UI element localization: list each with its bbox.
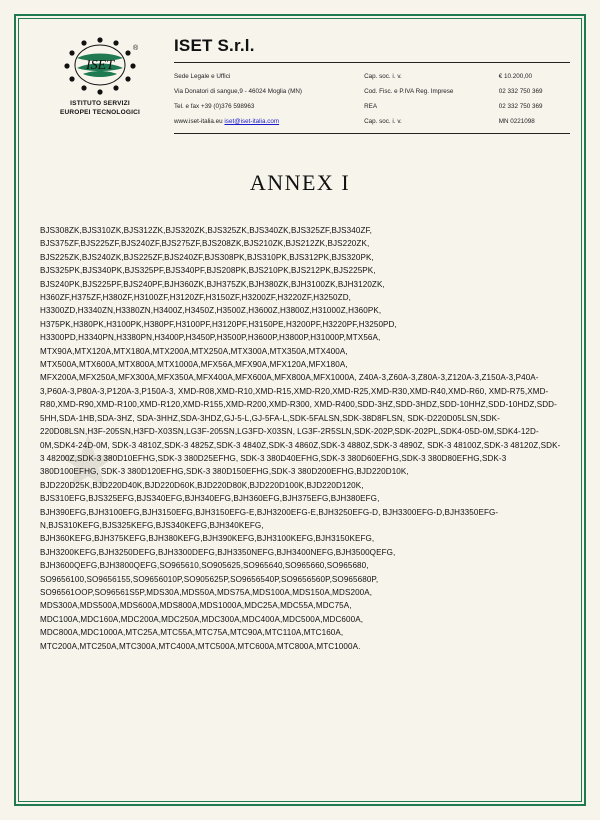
- company-block: [160, 34, 570, 134]
- info-capital-value: € 10.200,00: [498, 72, 532, 80]
- logo-caption: [40, 100, 160, 117]
- iset-globe-logo-icon: [57, 34, 143, 96]
- info-phone-value: Tel. e fax +39 (0)376 598963: [174, 102, 255, 110]
- info-website: www.iset-italia.eu: [174, 117, 225, 125]
- company-info-row: [174, 84, 570, 99]
- company-info-row: [174, 114, 570, 129]
- letterhead: [30, 28, 570, 134]
- info-legal-address-label: Sede Legale e Uffici: [174, 72, 231, 80]
- info-registry-label: Cap. soc. i. v.: [364, 117, 402, 125]
- logo-caption-line1: ISTITUTO SERVIZI: [70, 100, 130, 107]
- page-content: [30, 28, 570, 792]
- info-registry-value: MN 0221098: [498, 117, 535, 125]
- document-title: ANNEX I: [249, 170, 351, 195]
- company-info-row: [174, 99, 570, 114]
- company-name: ISET S.r.l.: [174, 36, 255, 55]
- company-info-table: [174, 69, 570, 129]
- svg-text:®: ®: [133, 45, 139, 52]
- info-vat-label: Cod. Fisc. e P.IVA Reg. Imprese: [364, 87, 454, 95]
- logo-caption-line2: EUROPEI TECNOLOGICI: [59, 108, 140, 116]
- header-divider-top: [174, 62, 570, 63]
- info-vat-value: 02 332 750 369: [498, 87, 543, 95]
- logo-block: [40, 34, 160, 117]
- company-info-row: [174, 69, 570, 84]
- info-capital-label: Cap. soc. i. v.: [364, 72, 402, 80]
- info-rea-label: REA: [364, 102, 378, 110]
- svg-text:ISET: ISET: [86, 58, 114, 73]
- info-email-link[interactable]: iset@iset-italia.com: [224, 117, 280, 125]
- info-address-value: Via Donatori di sangue,9 - 46024 Moglia (MN): [174, 87, 302, 95]
- header-divider-bottom: [174, 133, 570, 134]
- info-rea-value: 02 332 750 369: [498, 102, 543, 110]
- annex-product-code-list: BJS308ZK,BJS310ZK,BJS312ZK,BJS320ZK,BJS325ZK,BJS340ZK,BJS325ZF,BJS340ZF, BJS375ZF,BJS225ZF,BJS240ZF,BJS275ZF,BJS208ZK,BJS210ZK,BJS212ZK,BJS220ZK, BJS225ZK,BJS240ZK,BJS225ZF,BJS240ZF,BJS308PK,BJS310PK,BJS312PK,BJS320PK, BJS325PK,BJS340PK,BJS325PF,BJS340PF,BJS208PK,BJS210PK,BJS212PK,BJS225PK, BJS240PK,BJS225PF,BJS240PF,BJH360ZK,BJH375ZK,BJH380ZK,BJH3100ZK,BJH3120ZK, H360ZF,H375ZF,H380ZF,H3100ZF,H3120ZF,H3150ZF,H3200ZF,H3220ZF,H3250ZD, H3300ZD,H3340ZN,H3380ZN,H3400Z,H3450Z,H3500Z,H3600Z,H3800Z,H31000Z,H360PK, H375PK,H380PK,H3100PK,H380PF,H3100PF,H3120PF,H3150PE,H3200PF,H3220PF,H3250PD, H3300PD,H3340PN,H3380PN,H3400P,H3450P,H3500P,H3600P,H3800P,H31000P,MTX56A, MTX90A,MTX120A,MTX180A,MTX200A,MTX250A,MTX300A,MTX350A,MTX400A, MTX500A,MTX600A,MTX800A,MTX1000A,MFX56A,MFX90A,MFX120A,MFX180A, MFX200A,MFX250A,MFX300A,MFX350A,MFX400A,MFX600A,MFX800A,MFX1000A, Z40A-3,Z60A-3,Z80A-3,Z120A-3,Z150A-3,P40A-3,P60A-3,P80A-3,P120A-3,P150A-3, XMD-R08,XMD-R10,XMD-R15,XMD-R20,XMD-R25,XMD-R30,XMD-R40,XMD-R60, XMD-R75,XMD-R80,XMD-R90,XMD-R100,XMD-R120,XMD-R155,XMD-R200,XMD-R300, XMD-R400,SDD-3HZ,SDD-3HDZ,SDD-10HHZ,SDD-10HDZ,SDD-5HH,SDA-1HB,SDA-3HZ, SDA-3HHZ,SDA-3HDZ,GJ-5-L,GJ-5FA-L,SDK-5FALSN,SDK-38D8FLSN, SDK-D220D05LSN,SDK-220D08LSN,H3F-205SN,H3FD-X03SN,LG3F-205SN,LG3FD-X03SN, LG3F-2R5SLN,SDK-202P,SDK-202PL,SDK4-05D-0M,SDK4-12D-0M,SDK4-24D-0M, SDK-3 4810Z,SDK-3 4825Z,SDK-3 4840Z,SDK-3 4860Z,SDK-3 4880Z,SDK-3 4890Z, SDK-3 48100Z,SDK-3 48120Z,SDK-3 48200Z,SDK-3 380D10EFHG,SDK-3 380D25EFHG, SDK-3 380D40EFHG,SDK-3 380D60EFHG,SDK-3 380D80EFHG,SDK-3 380D100EFHG, SDK-3 380D120EFHG,SDK-3 380D150EFHG,SDK-3 380D200EFHG,BJD220D10K, BJD220D25K,BJD220D40K,BJD220D60K,BJD220D80K,BJD220D100K,BJD220D120K, BJS310EFG,BJS325EFG,BJS340EFG,BJH340EFG,BJH360EFG,BJH375EFG,BJH380EFG, BJH390EFG,BJH3100EFG,BJH3150EFG,BJH3150EFG-E,BJH3200EFG-E,BJH3250EFG-D, BJH3300EFG-D,BJH3350EFG-N,BJS310KEFG,BJS325KEFG,BJS340KEFG,BJH340KEFG, BJH360KEFG,BJH375KEFG,BJH380KEFG,BJH390KEFG,BJH3100KEFG,BJH3150KEFG, BJH3200KEFG,BJH3250DEFG,BJH3300DEFG,BJH3350NEFG,BJH3400NEFG,BJH3500QEFG, BJH3600QEFG,BJH3800QEFG,SO965610,SO905625,SO965640,SO965660,SO965680, SO9656100,SO9656155,SO9656010P,SO905625P,SO9656540P,SO9656560P,SO965680P, SO96561OOP,SO96561S5P,MDS30A,MDS50A,MDS75A,MDS100A,MDS150A,MDS200A, MDS300A,MDS500A,MDS600A,MDS800A,MDS1000A,MDC25A,MDC55A,MDC75A, MDC100A,MDC160A,MDC200A,MDC250A,MDC300A,MDC400A,MDC500A,MDC600A, MDC800A,MDC1000A,MTC25A,MTC55A,MTC75A,MTC90A,MTC110A,MTC160A, MTC200A,MTC250A,MTC300A,MTC400A,MTC500A,MTC600A,MTC800A,MTC1000A.: [40, 226, 561, 651]
- info-web-mail: [174, 114, 364, 129]
